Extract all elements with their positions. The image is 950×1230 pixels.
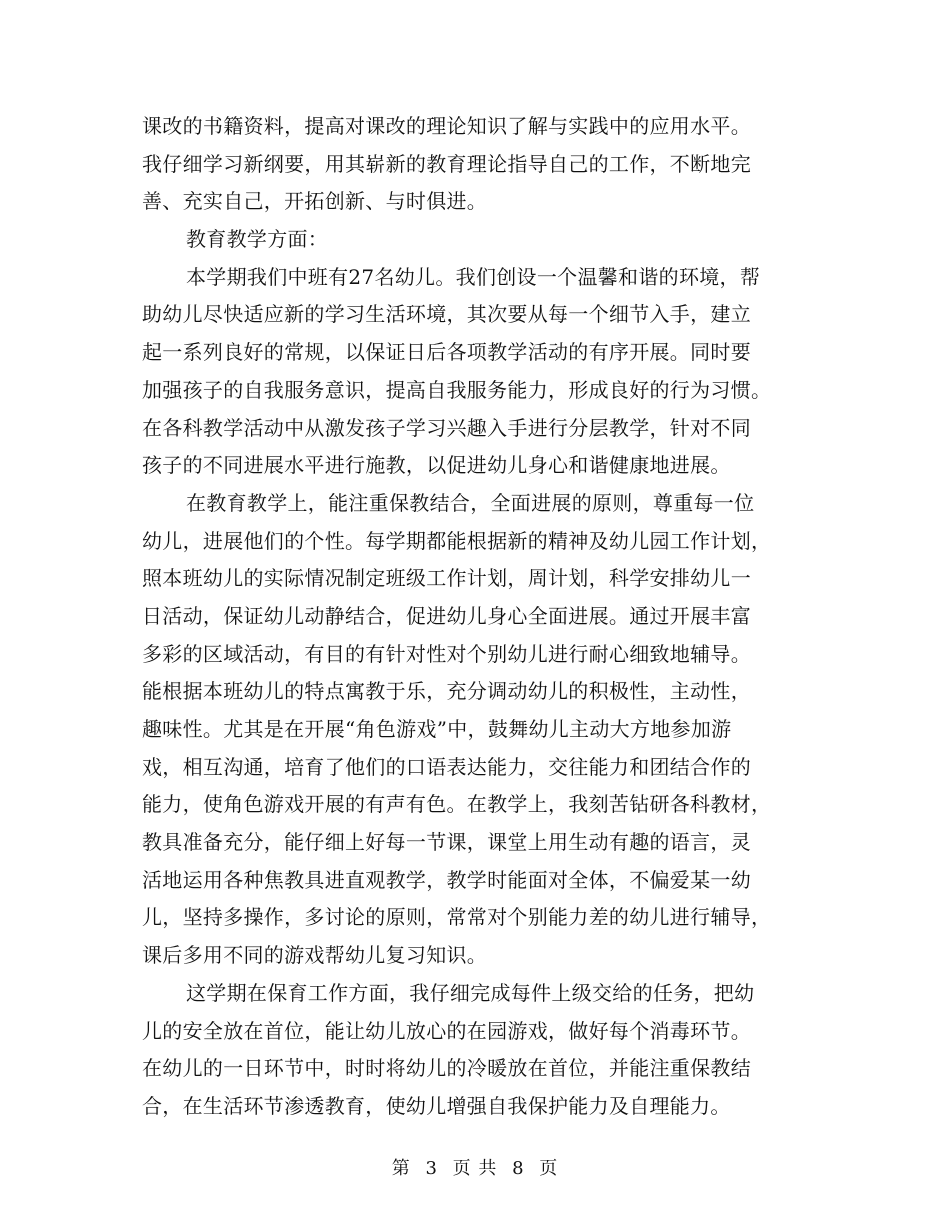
- text-line: 这学期在保育工作方面，我仔细完成每件上级交给的任务，把幼: [186, 980, 755, 1005]
- body-text: [142, 108, 810, 1126]
- text-line: 照本班幼儿的实际情况制定班级工作计划，周计划，科学安排幼儿一: [142, 566, 751, 591]
- text-line: 善、充实自己，开拓创新、与时俱进。: [142, 189, 488, 214]
- text-line: 活地运用各种焦教具进直观教学，教学时能面对全体，不偏爱某一幼: [142, 867, 751, 892]
- footer-prefix: 第: [391, 1158, 411, 1179]
- text-line: 能力，使角色游戏开展的有声有色。在教学上，我刻苦钻研各科教材，: [142, 792, 772, 817]
- text-line: 戏，相互沟通，培育了他们的口语表达能力，交往能力和团结合作的: [142, 754, 751, 779]
- text-line: 能根据本班幼儿的特点寓教于乐，充分调动幼儿的积极性，主动性，: [142, 679, 751, 704]
- text-line: 教具准备充分，能仔细上好每一节课，课堂上用生动有趣的语言，灵: [142, 830, 751, 855]
- text-line: 多彩的区域活动，有目的有针对性对个别幼儿进行耐心细致地辅导。: [142, 641, 751, 666]
- text-line: 在教育教学上，能注重保教结合，全面进展的原则，尊重每一位: [186, 490, 755, 515]
- text-line: 儿的安全放在首位，能让幼儿放心的在园游戏，做好每个消毒环节。: [142, 1018, 751, 1043]
- text-line: 课改的书籍资料，提高对课改的理论知识了解与实践中的应用水平。: [142, 114, 751, 138]
- text-line: 本学期我们中班有27名幼儿。我们创设一个温馨和谐的环境，帮: [186, 264, 761, 289]
- page-footer: [0, 1154, 950, 1180]
- footer-middle: 页 共: [452, 1158, 498, 1179]
- text-line: 合，在生活环节渗透教育，使幼儿增强自我保护能力及自理能力。: [142, 1093, 731, 1118]
- text-line: 幼儿，进展他们的个性。每学期都能根据新的精神及幼儿园工作计划，: [142, 528, 772, 553]
- footer-suffix: 页: [539, 1158, 559, 1179]
- text-line: 教育教学方面：: [186, 227, 329, 252]
- text-line: 助幼儿尽快适应新的学习生活环境，其次要从每一个细节入手，建立: [142, 302, 751, 327]
- text-line: 加强孩子的自我服务意识，提高自我服务能力，形成良好的行为习惯。: [142, 377, 772, 402]
- text-line: 我仔细学习新纲要，用其崭新的教育理论指导自己的工作，不断地完: [142, 151, 751, 176]
- text-line: 趣味性。尤其是在开展“角色游戏”中，鼓舞幼儿主动大方地参加游: [142, 717, 732, 741]
- text-line: 儿，坚持多操作，多讨论的原则，常常对个别能力差的幼儿进行辅导，: [142, 905, 772, 930]
- current-page-number: 3: [425, 1158, 438, 1179]
- total-page-count: 8: [512, 1158, 525, 1179]
- text-line: 孩子的不同进展水平进行施教，以促进幼儿身心和谐健康地进展。: [142, 453, 731, 478]
- text-line: 课后多用不同的游戏帮幼儿复习知识。: [142, 943, 488, 968]
- text-line: 起一系列良好的常规，以保证日后各项教学活动的有序开展。同时要: [142, 340, 751, 365]
- text-line: 在幼儿的一日环节中，时时将幼儿的冷暖放在首位，并能注重保教结: [142, 1056, 751, 1081]
- text-line: 在各科教学活动中从激发孩子学习兴趣入手进行分层教学，针对不同: [142, 415, 751, 440]
- text-line: 日活动，保证幼儿动静结合，促进幼儿身心全面进展。通过开展丰富: [142, 603, 751, 628]
